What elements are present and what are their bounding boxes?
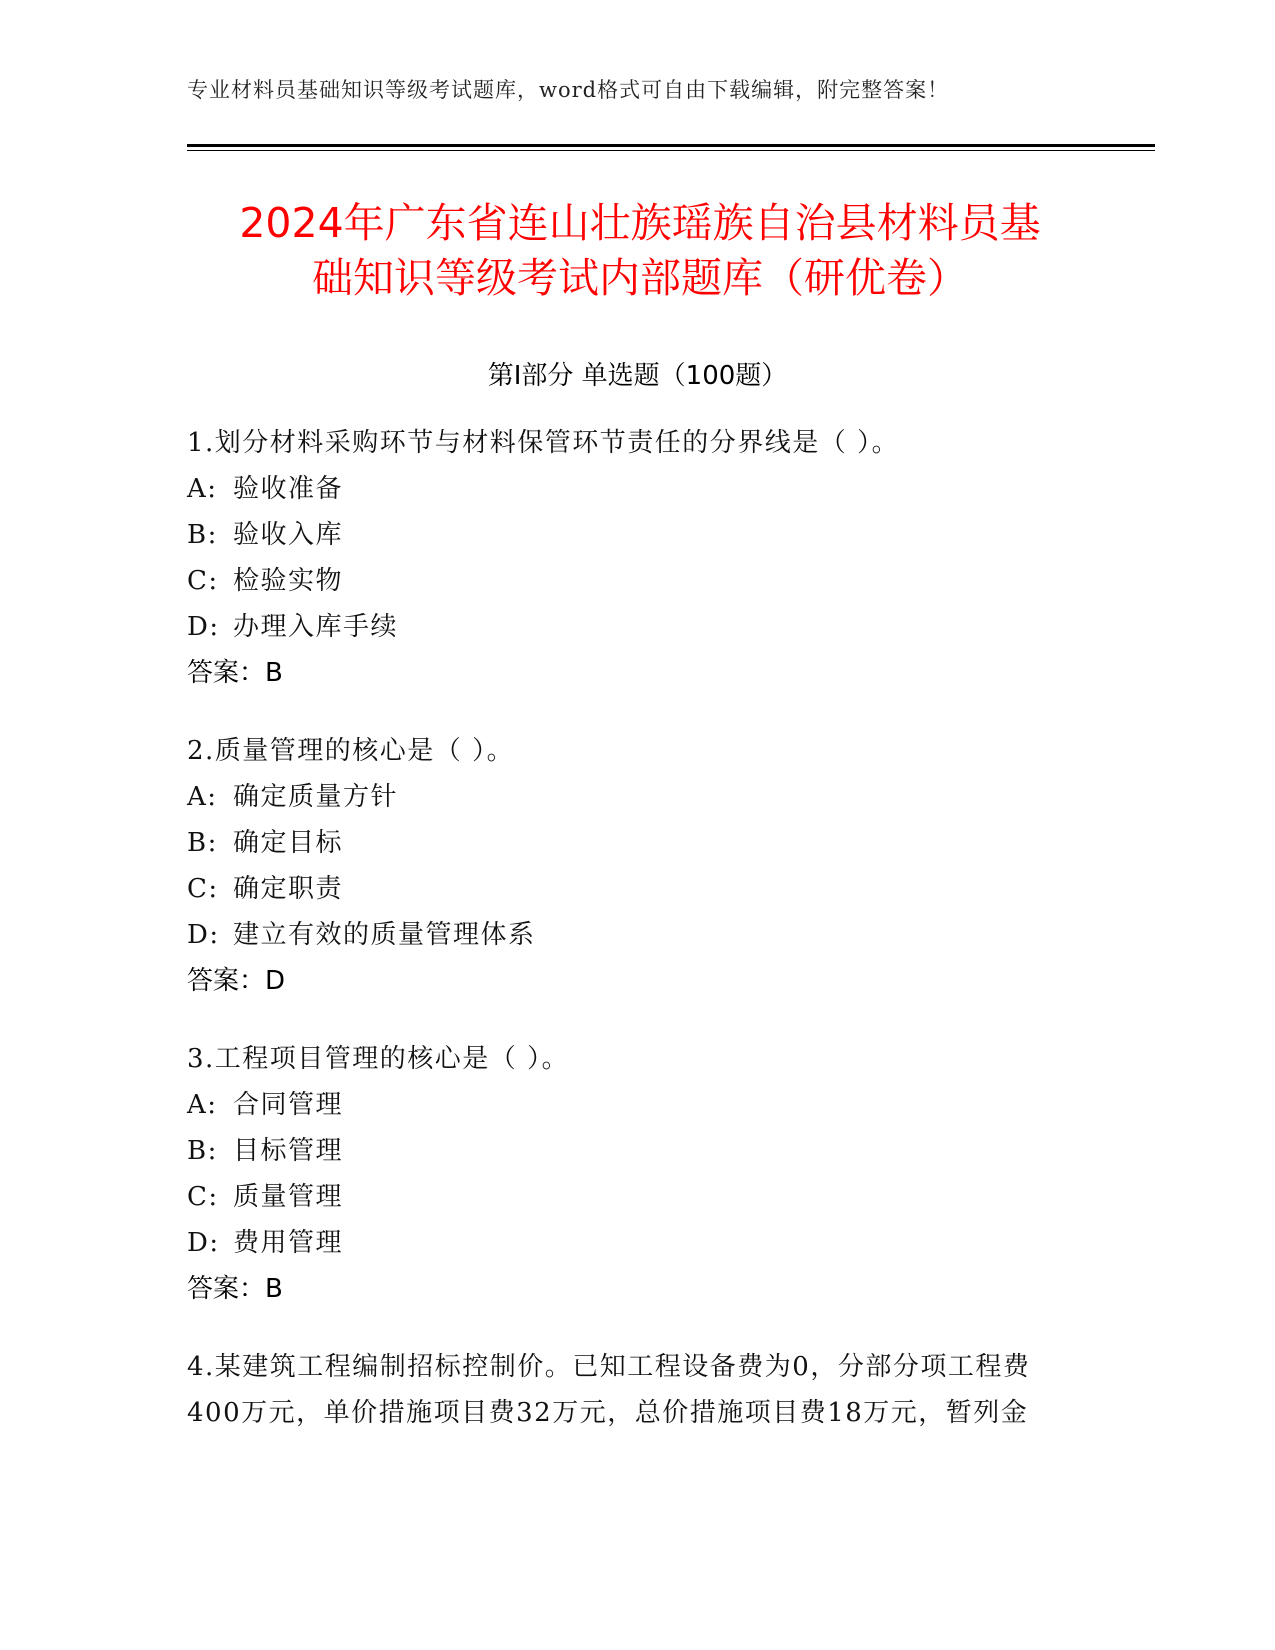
document-title [170,196,1110,306]
header-rule-thin [187,150,1155,151]
option-a [187,1082,1087,1128]
option-text: 验收入库 [233,520,344,550]
option-letter: A: [187,1090,218,1120]
option-text: 费用管理 [233,1228,344,1258]
option-text: 确定目标 [233,828,344,858]
option-c [187,1174,1087,1220]
option-text: 确定职责 [233,874,344,904]
option-text: 目标管理 [233,1136,344,1166]
option-letter: D: [187,920,220,950]
header-rule-thick [187,144,1155,147]
option-letter: D: [187,612,220,642]
option-text: 验收准备 [233,474,344,504]
option-b [187,820,1087,866]
option-letter: A: [187,474,218,504]
option-text: 合同管理 [233,1090,344,1120]
question-2 [187,728,1087,1004]
question-3 [187,1036,1087,1312]
option-text: 检验实物 [233,566,344,596]
answer-line: 答案：B [187,1274,283,1304]
option-b [187,1128,1087,1174]
document-title-line-2: 础知识等级考试内部题库（研优卷） [312,254,968,302]
question-stem: 1.划分材料采购环节与材料保管环节责任的分界线是（ ）。 [187,428,900,458]
option-text: 质量管理 [233,1182,344,1212]
option-a [187,774,1087,820]
option-text: 办理入库手续 [233,612,399,642]
option-letter: B: [187,828,218,858]
option-d [187,912,1087,958]
document-title-line-1: 2024年广东省连山壮族瑶族自治县材料员基 [239,199,1041,247]
question-stem-line-1: 4.某建筑工程编制招标控制价。已知工程设备费为0，分部分项工程费 [187,1352,1031,1382]
option-c [187,866,1087,912]
option-letter: B: [187,1136,218,1166]
question-stem: 3.工程项目管理的核心是（ ）。 [187,1044,570,1074]
option-c [187,558,1087,604]
option-letter: C: [187,1182,219,1212]
option-letter: D: [187,1228,220,1258]
answer-line: 答案：D [187,966,286,996]
question-stem: 2.质量管理的核心是（ ）。 [187,736,515,766]
option-letter: C: [187,566,219,596]
option-letter: A: [187,782,218,812]
option-d [187,604,1087,650]
section-heading: 第Ⅰ部分 单选题（100题） [487,361,788,391]
option-d [187,1220,1087,1266]
question-1 [187,420,1087,696]
option-text: 确定质量方针 [233,782,399,812]
question-4 [187,1344,1087,1436]
option-b [187,512,1087,558]
answer-line: 答案：B [187,658,283,688]
option-letter: C: [187,874,219,904]
option-text: 建立有效的质量管理体系 [233,920,536,950]
option-a [187,466,1087,512]
header-note: 专业材料员基础知识等级考试题库，word格式可自由下载编辑，附完整答案！ [187,78,950,102]
question-stem-line-2: 400万元，单价措施项目费32万元，总价措施项目费18万元，暂列金 [187,1398,1029,1428]
option-letter: B: [187,520,218,550]
